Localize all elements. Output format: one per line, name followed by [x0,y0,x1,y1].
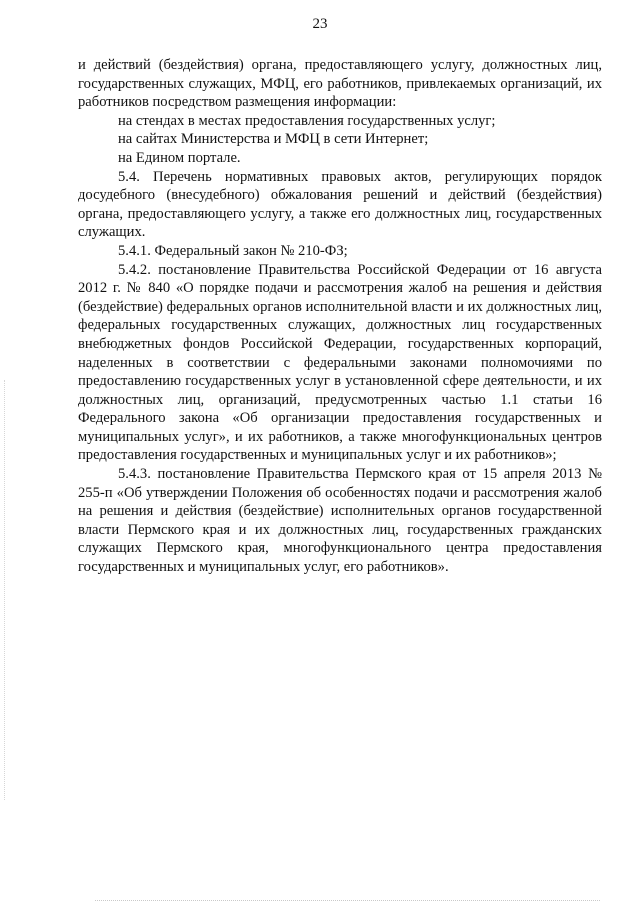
paragraph-5-4: 5.4. Перечень нормативных правовых актов, регулирующих порядок досудебного (внесудебного) обжалования решений и действий (бездействия) органа, предоставляющего услугу, а также его должностных лиц, государственных служащих. [78,168,602,241]
paragraph-5-4-1: 5.4.1. Федеральный закон № 210-ФЗ; [118,242,348,259]
paragraph-continuation: и действий (бездействия) органа, предоставляющего услугу, должностных лиц, государственных служащих, МФЦ, его работников, привлекаемых организаций, их работников посредством размещения информации: [78,57,602,111]
paragraph-websites: на сайтах Министерства и МФЦ в сети Интернет; [118,131,429,148]
paragraph-5-4-3: 5.4.3. постановление Правительства Пермского края от 15 апреля 2013 № 255-п «Об утверждении Положения об особенностях подачи и рассмотрения жалоб на решения и действия (бездействие) исполнительных органов государственной власти Пермского края и их должностных лиц, государственных гражданских служащих Пермского края, многофункционального центра предоставления государственных и муниципальных услуг, его работников». [78,466,602,576]
document-body [78,56,602,577]
paragraph-5-4-2: 5.4.2. постановление Правительства Российской Федерации от 16 августа 2012 г. № 840 «О порядке подачи и рассмотрения жалоб на решения и действия (бездействие) федеральных органов исполнительной власти и их должностных лиц, федеральных государственных служащих, должностных лиц государственных внебюджетных фондов Российской Федерации, государственных корпораций, наделенных в соответствии с федеральными законами полномочиями по предоставлению государственных услуг в установленной сфере деятельности, и их должностных лиц, организаций, предусмотренных частью 1.1 статьи 16 Федерального закона «Об организации предоставления государственных и муниципальных услуг», и их работников, а также многофункциональных центров предоставления государственных и муниципальных услуг и их работников»; [78,261,602,464]
paragraph-single-portal: на Едином портале. [118,149,241,166]
paragraph-stands: на стендах в местах предоставления государственных услуг; [118,112,496,129]
scan-margin-marks [4,380,7,800]
page-number: 23 [312,16,328,32]
scan-bottom-edge [95,900,600,901]
